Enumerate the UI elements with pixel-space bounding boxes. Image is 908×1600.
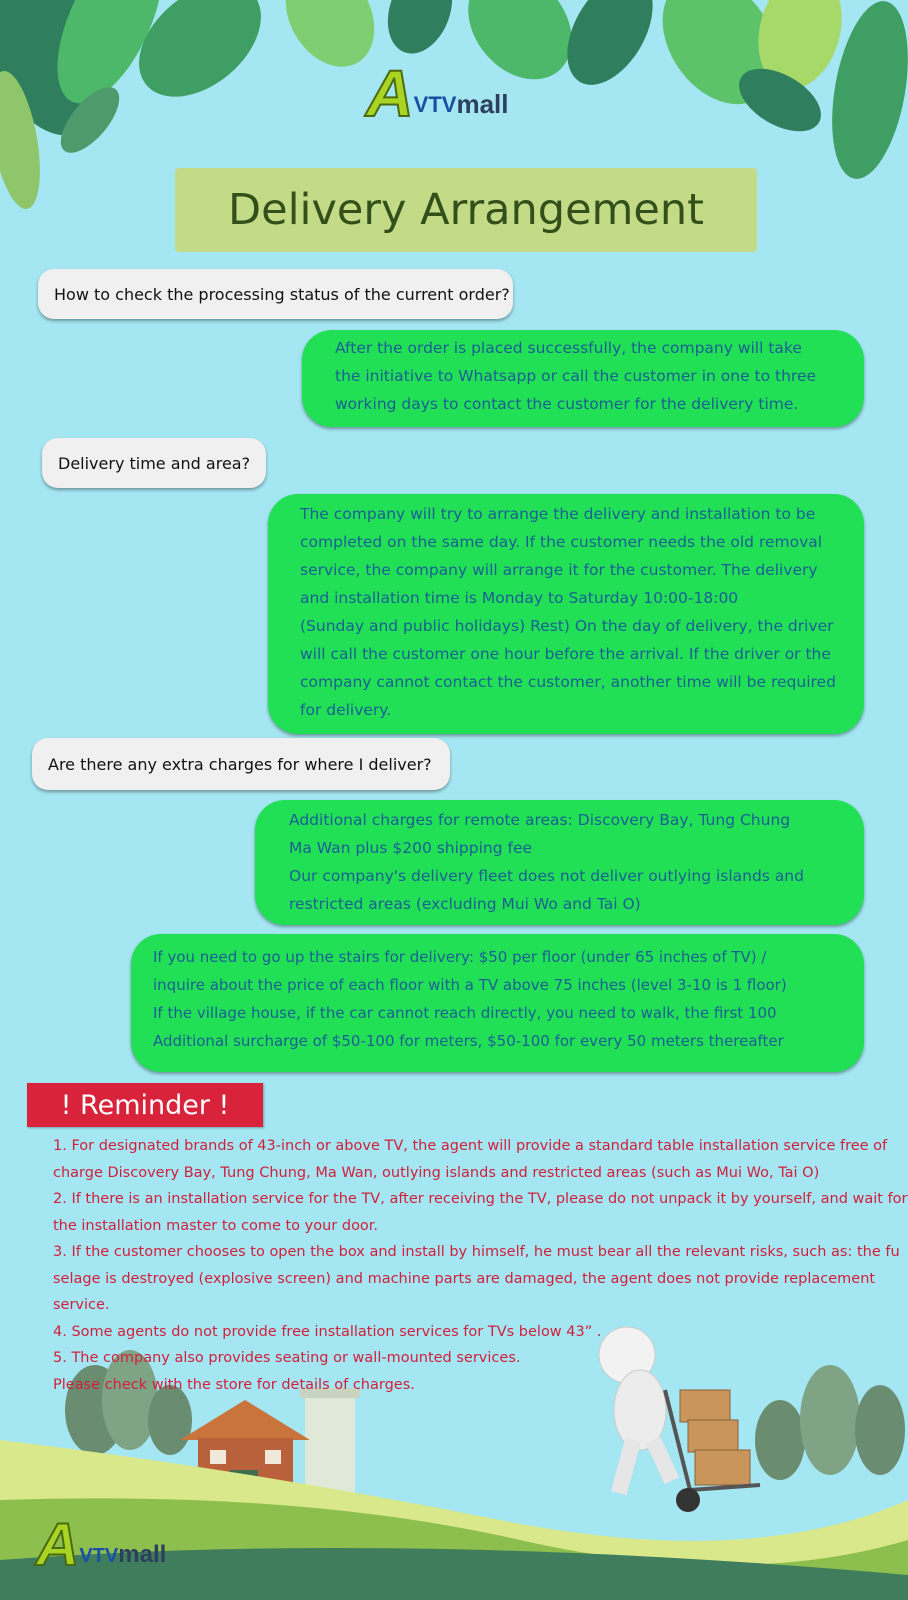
answer-line: Additional surcharge of $50-100 for meters, $50-100 for every 50 meters thereafter [153, 1032, 784, 1050]
reminder-line: 5. The company also provides seating or wall-mounted services. [53, 1350, 521, 1366]
answer-line: Ma Wan plus $200 shipping fee [289, 839, 533, 857]
answer-bubble-1 [302, 330, 864, 427]
reminder-line: service. [53, 1297, 110, 1313]
reminder-line: 3. If the customer chooses to open the box and install by himself, he must bear all the relevant risks, such as: the fu [53, 1244, 900, 1260]
answer-line: If you need to go up the stairs for delivery: $50 per floor (under 65 inches of TV) / [153, 948, 767, 966]
reminder-line: selage is destroyed (explosive screen) and machine parts are damaged, the agent does not provide replacement [53, 1270, 876, 1287]
reminder-line: 4. Some agents do not provide free installation services for TVs below 43” . [53, 1323, 602, 1340]
page-title: Delivery Arrangement [228, 185, 704, 235]
logo-vtv: VTV [79, 1545, 119, 1567]
answer-line: will call the customer one hour before the arrival. If the driver or the [300, 645, 831, 663]
answer-line: The company will try to arrange the delivery and installation to be [300, 505, 816, 523]
question-text: Are there any extra charges for where I deliver? [48, 754, 432, 774]
question-bubble-2 [42, 438, 266, 488]
reminder-list [53, 1133, 908, 1398]
answer-bubble-4 [131, 934, 864, 1072]
reminder-line: 2. If there is an installation service for the TV, after receiving the TV, please do not unpack it by yourself, and wait for [53, 1191, 908, 1207]
logo-letter-a: A [36, 1511, 80, 1578]
answer-bubble-3 [255, 800, 864, 925]
answer-line: Our company's delivery fleet does not deliver outlying islands and [289, 867, 804, 885]
answer-line: If the village house, if the car cannot reach directly, you need to walk, the first 100 [153, 1004, 777, 1022]
answer-line: the initiative to Whatsapp or call the customer in one to three [335, 367, 817, 385]
reminder-line: 1. For designated brands of 43-inch or above TV, the agent will provide a standard table installation service free of [53, 1138, 888, 1154]
reminder-line: Please check with the store for details of charges. [53, 1376, 415, 1393]
answer-line: (Sunday and public holidays) Rest) On the day of delivery, the driver [300, 617, 834, 635]
answer-line: restricted areas (excluding Mui Wo and Tai O) [289, 895, 641, 913]
question-text: Delivery time and area? [58, 453, 251, 473]
brand-logo-top [366, 56, 509, 130]
answer-line: After the order is placed successfully, the company will take [335, 339, 802, 357]
answer-line: company cannot contact the customer, another time will be required [300, 673, 836, 691]
question-bubble-3 [32, 738, 450, 790]
question-text: How to check the processing status of the current order? [54, 284, 510, 304]
reminder-label: ! Reminder ! [27, 1083, 263, 1127]
question-bubble-1 [38, 269, 513, 319]
answer-bubble-2 [268, 494, 864, 734]
answer-line: inquire about the price of each floor with a TV above 75 inches (level 3-10 is 1 floor) [153, 976, 787, 994]
reminder-line: charge Discovery Bay, Tung Chung, Ma Wan, outlying islands and restricted areas (such as Mui Wo, Tai O) [53, 1164, 820, 1181]
answer-line: service, the company will arrange it for the customer. The delivery [300, 561, 818, 579]
answer-line: and installation time is Monday to Saturday 10:00-18:00 [300, 589, 739, 607]
answer-line: working days to contact the customer for the delivery time. [335, 395, 799, 413]
brand-logo-bottom [36, 1511, 167, 1578]
logo-mall: mall [118, 1541, 167, 1568]
logo-vtv: VTV [413, 92, 457, 117]
answer-line: for delivery. [300, 701, 392, 719]
answer-line: Additional charges for remote areas: Discovery Bay, Tung Chung [289, 811, 791, 829]
reminder-line: the installation master to come to your door. [53, 1217, 379, 1234]
logo-letter-a: A [366, 56, 414, 130]
title-banner [175, 168, 757, 252]
logo-mall: mall [456, 89, 509, 119]
answer-line: completed on the same day. If the customer needs the old removal [300, 533, 823, 551]
